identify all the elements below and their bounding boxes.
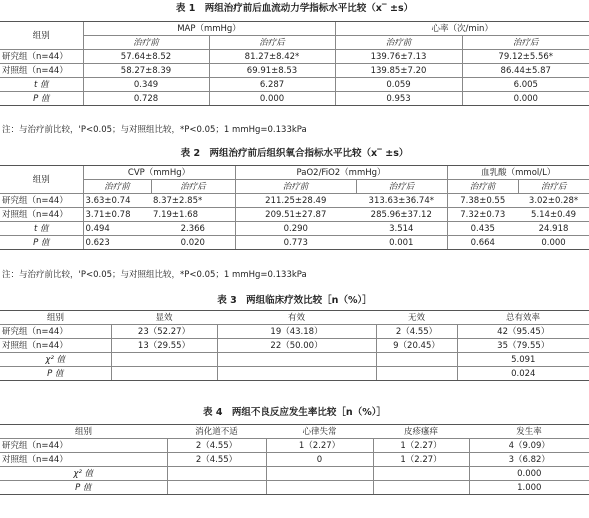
table-row: P 值 0.728 0.000 0.953 0.000 <box>0 92 589 106</box>
table4-caption: 表 4 两组不良反应发生率比较［n（%）］ <box>203 407 386 418</box>
table1-before-2: 治疗前 <box>335 36 462 50</box>
table-row: 研究组（n=44） 2（4.55） 1（2.27） 1（2.27） 4（9.09） <box>0 439 589 453</box>
table2-metric2: PaO2/FiO2（mmHg） <box>235 166 447 180</box>
table2-note: 注：与治疗前比较，'P<0.05；与对照组比较，*P<0.05；1 mmHg=0.133kPa <box>2 270 307 280</box>
table1-before-1: 治疗前 <box>83 36 209 50</box>
table-row: 研究组（n=44） 3.63±0.74 8.37±2.85* 211.25±28.49 313.63±36.74* 7.38±0.55 3.02±0.28* <box>0 194 589 208</box>
table1-metric1: MAP（mmHg） <box>83 22 335 36</box>
table1 <box>0 21 589 106</box>
table-row: 研究组（n=44） 57.64±8.52 81.27±8.42* 139.76±7.13 79.12±5.56* <box>0 50 589 64</box>
table1-after-1: 治疗后 <box>209 36 335 50</box>
table3-caption: 表 3 两组临床疗效比较［n（%）］ <box>217 295 372 306</box>
table-row: 对照组（n=44） 13（29.55） 22（50.00） 9（20.45） 35（79.55） <box>0 339 589 353</box>
table-row: P 值 0.024 <box>0 367 589 381</box>
table-row: χ² 值 5.091 <box>0 353 589 367</box>
table-row: 研究组（n=44） 23（52.27） 19（43.18） 2（4.55） 42（95.45） <box>0 325 589 339</box>
table1-group-header: 组别 <box>0 22 83 50</box>
table1-after-2: 治疗后 <box>462 36 589 50</box>
table2-group-header: 组别 <box>0 166 83 194</box>
table-row: P 值 0.623 0.020 0.773 0.001 0.664 0.000 <box>0 236 589 250</box>
table-row: P 值 1.000 <box>0 481 589 495</box>
table1-caption: 表 1 两组治疗前后血流动力学指标水平比较（x‾ ±s） <box>175 3 414 14</box>
table2: 组别 CVP（mmHg） PaO2/FiO2（mmHg） 血乳酸（mmol/L） 治疗前 治疗后 治疗前 治疗后 治疗前 治疗后 研究组（n=44） 3.63±0.74 8.37±2.85* 211.25±28.49 313.63±36.74* 7.38±0.55 3.02±0.28* 对照组（n=44） 3.71±0.78 7.19±1.68 209.51±27.87 285.96±37.12 7.32±0.73 5.14±0.49 t 值 0.494 2.366 0.290 3.514 0.435 24.918 P 值 0.623 0.020 0.773 0.001 0.664 0.000 <box>0 165 589 250</box>
table1-metric2: 心率（次/min） <box>335 22 589 36</box>
table-row: 对照组（n=44） 2（4.55） 0 1（2.27） 3（6.82） <box>0 453 589 467</box>
table1-note: 注：与治疗前比较，'P<0.05；与对照组比较，*P<0.05；1 mmHg=0.133kPa <box>2 125 307 135</box>
table-row: 对照组（n=44） 3.71±0.78 7.19±1.68 209.51±27.87 285.96±37.12 7.32±0.73 5.14±0.49 <box>0 208 589 222</box>
table2-metric1: CVP（mmHg） <box>83 166 235 180</box>
table4: 组别 消化道不适 心律失常 皮疹瘙痒 发生率 研究组（n=44） 2（4.55） 1（2.27） 1（2.27） 4（9.09） 对照组（n=44） 2（4.55） 0 1（2.27） 3（6.82） χ² 值 0.000 P 值 1.000 <box>0 424 589 495</box>
table-row: 对照组（n=44） 58.27±8.39 69.91±8.53 139.85±7.20 86.44±5.87 <box>0 64 589 78</box>
table2-caption: 表 2 两组治疗前后组织氧合指标水平比较（x‾ ±s） <box>180 148 409 159</box>
table2-metric3: 血乳酸（mmol/L） <box>447 166 589 180</box>
table-row: t 值 0.494 2.366 0.290 3.514 0.435 24.918 <box>0 222 589 236</box>
table-row: χ² 值 0.000 <box>0 467 589 481</box>
table-row: t 值 0.349 6.287 0.059 6.005 <box>0 78 589 92</box>
table3: 组别 显效 有效 无效 总有效率 研究组（n=44） 23（52.27） 19（43.18） 2（4.55） 42（95.45） 对照组（n=44） 13（29.55） 22（50.00） 9（20.45） 35（79.55） χ² 值 5.091 P 值 0.024 <box>0 310 589 381</box>
